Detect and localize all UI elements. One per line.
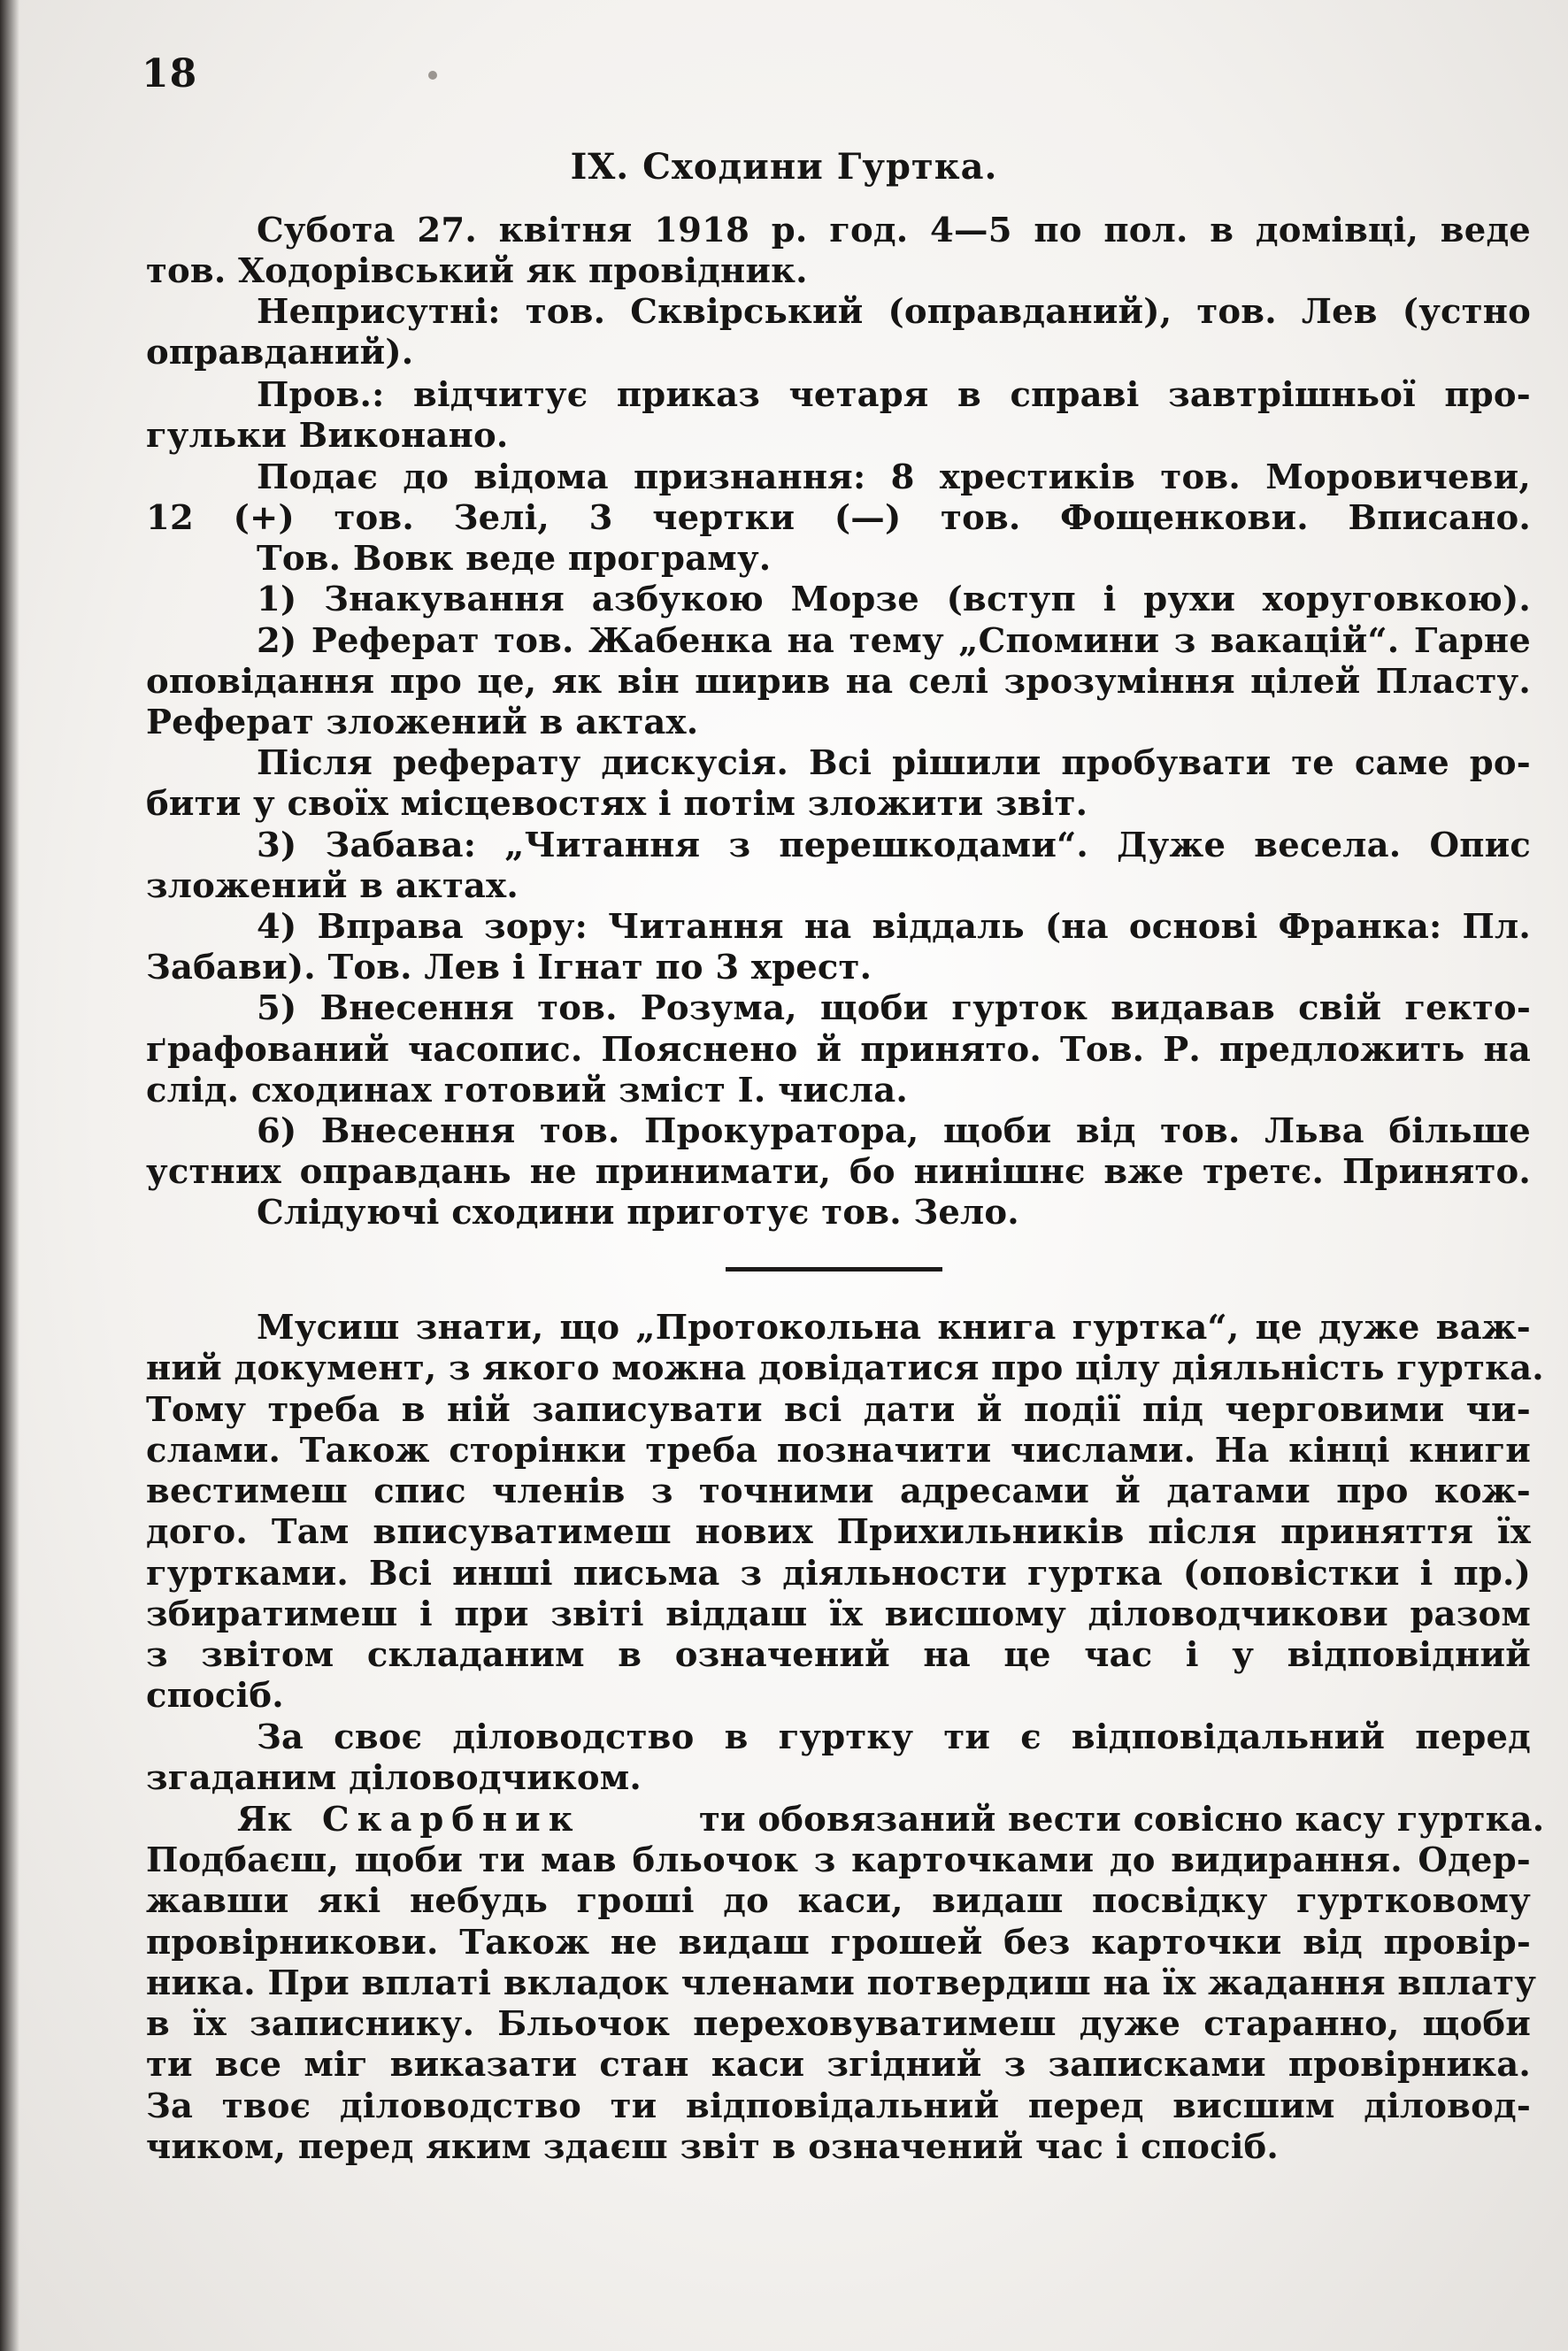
text-line: устних оправдань не принимати, бо нинішнє вже третє. Принято. [146,1152,1531,1192]
text-line: оправданий). [146,333,414,373]
section-divider [726,1267,942,1272]
text-line: Реферат зложений в актах. [146,703,699,742]
text-line: Неприсутні: тов. Сквірський (оправданий), тов. Лев (устно [257,292,1531,332]
text-line: 3) Забава: „Читання з перешкодами“. Дуже весела. Опис [257,826,1531,865]
text-line: Тому треба в ній записувати всі дати й події під черговими чи- [146,1390,1531,1430]
text-line: 5) Внесення тов. Розума, щоби гурток видавав свій гекто- [257,988,1531,1028]
text-line: Забави). Тов. Лев і Ігнат по 3 хрест. [146,948,872,987]
text-line: Субота 27. квітня 1918 р. год. 4—5 по пол. в домівці, веде [257,211,1531,250]
text-line: дого. Там вписуватимеш нових Прихильників після приняття їх [146,1512,1531,1552]
text-line: жавши які небудь гроші до каси, видаш посвідку гуртковому [146,1881,1531,1921]
text-line: Як [237,1800,293,1840]
text-line: Мусиш знати, що „Протокольна книга гуртка“, це дуже важ- [257,1308,1531,1348]
text-line: Подбаєш, щоби ти мав бльочок з карточками до видирання. Одер- [146,1840,1531,1880]
text-line: 12 (+) тов. Зелі, 3 чертки (—) тов. Фощенкови. Вписано. [146,498,1531,538]
text-line: Після реферату дискусія. Всі рішили пробувати те саме ро- [257,743,1531,783]
text-line: слами. Також сторінки треба позначити числами. На кінці книги [146,1431,1531,1471]
page-number: 18 [142,51,198,96]
text-line: згаданим діловодчиком. [146,1758,642,1798]
text-line: зложений в актах. [146,866,519,906]
text-line: вестимеш спис членів з точними адресами й датами про кож- [146,1471,1531,1511]
text-line: ний документ, з якого можна довідатися про цілу діяльність гуртка. [146,1348,1544,1388]
text-line: 6) Внесення тов. Прокуратора, щоби від тов. Льва більше [257,1111,1531,1151]
text-line: оповідання про це, як він ширив на селі зрозуміння цілей Пласту. [146,662,1531,702]
text-line: За твоє діловодство ти відповідальний перед висшим діловод- [146,2086,1531,2126]
text-line: з звітом складаним в означений на це час і у відповідний [146,1635,1531,1675]
text-line: Тов. Вовк веде програму. [257,539,772,579]
text-line: гульки Виконано. [146,416,509,456]
text-line: чиком, перед яким здаєш звіт в означений час і спосіб. [146,2127,1280,2167]
print-speck [428,71,437,80]
text-line: тов. Ходорівський як провідник. [146,251,808,291]
text-line: збиратимеш і при звіті віддаш їх висшому діловодчикови разом [146,1594,1531,1634]
text-line: в їх записнику. Бльочок переховуватимеш дуже старанно, щоби [146,2004,1531,2044]
text-line: Пров.: відчитує приказ четаря в справі завтрішньої про- [257,375,1531,415]
text-line: провірникови. Також не видаш грошей без карточки від провір- [146,1923,1531,1963]
text-line: бити у своїх місцевостях і потім зложити звіт. [146,784,1088,824]
text-line: Слідуючі сходини приготує тов. Зело. [257,1193,1019,1233]
text-line: ґрафований часопис. Пояснено й принято. Тов. Р. предложить на [146,1030,1531,1070]
text-line: гуртками. Всі инші письма з діяльности гуртка (оповістки і пр.) [146,1554,1531,1594]
page-edge-shadow [0,0,19,2351]
text-line: ти обовязаний вести совісно касу гуртка. [699,1800,1545,1840]
text-line: 2) Реферат тов. Жабенка на тему „Спомини з вакацій“. Гарне [257,621,1531,661]
text-line: 1) Знакування азбукою Морзе (вступ і рухи хоруговкою). [257,580,1531,619]
treasurer-term: Скарбник [322,1800,581,1840]
text-line: Подає до відома признання: 8 хрестиків тов. Моровичеви, [257,457,1531,497]
section-title: IX. Сходини Гуртка. [570,146,998,188]
text-line: ника. При вплаті вкладок членами потвердиш на їх жадання вплату [146,1963,1537,2003]
text-line: За своє діловодство в гуртку ти є відповідальний перед [257,1717,1531,1757]
text-line: слід. сходинах готовий зміст І. числа. [146,1071,908,1110]
text-line: 4) Вправа зору: Читання на віддаль (на основі Франка: Пл. [257,907,1531,947]
text-line: спосіб. [146,1676,284,1716]
text-line: ти все міг виказати стан каси згідний з записками провірника. [146,2045,1531,2085]
